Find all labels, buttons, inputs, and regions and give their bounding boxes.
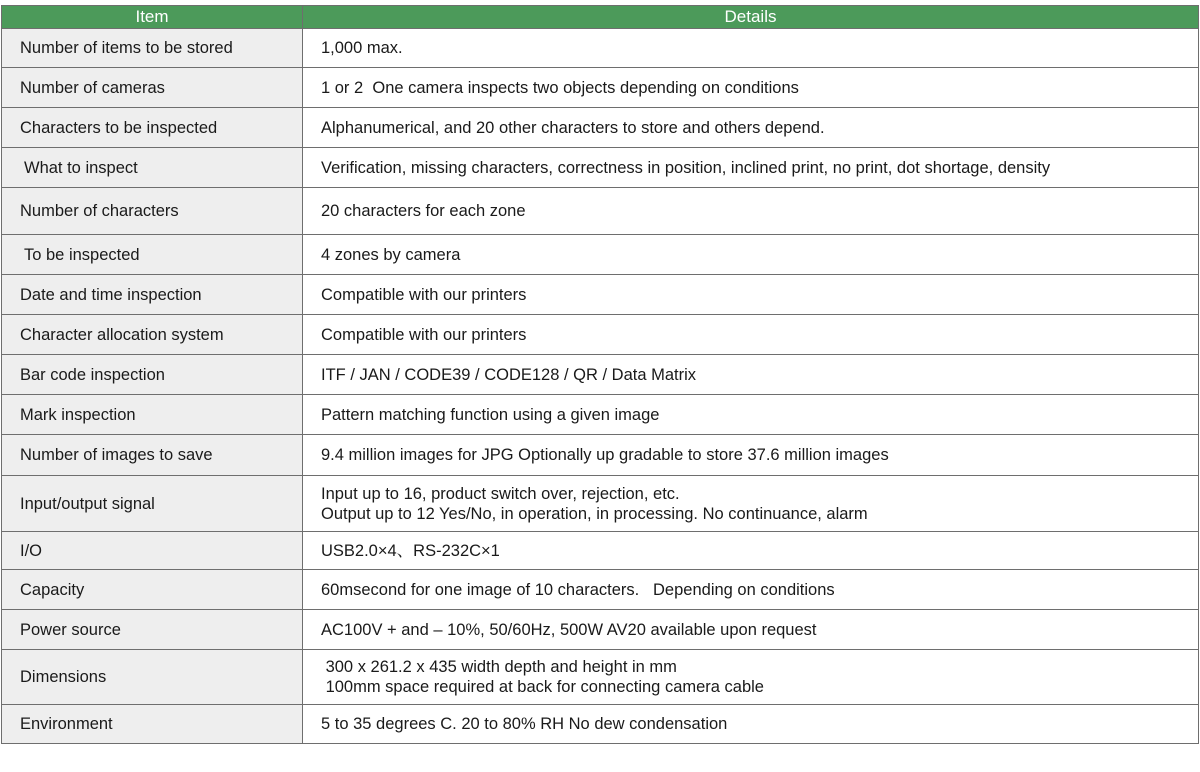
details-cell — [303, 235, 1199, 275]
item-cell: Character allocation system — [2, 315, 303, 355]
item-cell: Number of cameras — [2, 68, 303, 108]
table-header-row — [2, 6, 1199, 29]
item-cell: Environment — [2, 705, 303, 744]
item-cell: Characters to be inspected — [2, 108, 303, 148]
table-row — [2, 315, 1199, 355]
details-cell — [303, 148, 1199, 188]
details-line: 300 x 261.2 x 435 width depth and height in mm — [321, 658, 677, 676]
table-row — [2, 108, 1199, 148]
column-header-item: Item — [2, 6, 303, 29]
details-cell — [303, 68, 1199, 108]
table-row — [2, 610, 1199, 650]
table-row — [2, 188, 1199, 235]
item-cell: Capacity — [2, 570, 303, 610]
details-cell — [303, 395, 1199, 435]
details-line: USB2.0×4、RS-232C×1 — [321, 541, 500, 560]
item-cell: Input/output signal — [2, 476, 303, 532]
item-cell: Number of items to be stored — [2, 29, 303, 68]
item-cell: To be inspected — [2, 235, 303, 275]
table-row — [2, 705, 1199, 744]
details-cell — [303, 532, 1199, 570]
table-row — [2, 570, 1199, 610]
item-cell: Number of characters — [2, 188, 303, 235]
column-header-details: Details — [303, 6, 1199, 29]
details-line: Compatible with our printers — [321, 325, 527, 344]
details-line: AC100V + and – 10%, 50/60Hz, 500W AV20 available upon request — [321, 620, 817, 639]
details-cell — [303, 476, 1199, 532]
table-row — [2, 355, 1199, 395]
details-line: 100mm space required at back for connecting camera cable — [321, 678, 764, 696]
details-cell — [303, 315, 1199, 355]
details-line: Verification, missing characters, correctness in position, inclined print, no print, dot shortage, density — [321, 158, 1051, 177]
table-body — [2, 29, 1199, 744]
details-cell — [303, 188, 1199, 235]
item-cell: Bar code inspection — [2, 355, 303, 395]
table-row — [2, 395, 1199, 435]
details-line: 1,000 max. — [321, 39, 403, 57]
details-line: Pattern matching function using a given image — [321, 405, 660, 424]
details-line: Compatible with our printers — [321, 285, 527, 304]
details-line: ITF / JAN / CODE39 / CODE128 / QR / Data Matrix — [321, 365, 697, 384]
details-cell — [303, 355, 1199, 395]
table-row — [2, 435, 1199, 476]
details-line: 1 or 2 One camera inspects two objects depending on conditions — [321, 78, 799, 97]
details-line: 60msecond for one image of 10 characters. Depending on conditions — [321, 580, 835, 599]
details-line: Input up to 16, product switch over, rejection, etc. — [321, 484, 680, 503]
table-row — [2, 476, 1199, 532]
details-line: 9.4 million images for JPG Optionally up gradable to store 37.6 million images — [321, 446, 889, 464]
table-row — [2, 235, 1199, 275]
item-cell: Dimensions — [2, 650, 303, 705]
table-row — [2, 275, 1199, 315]
table-row — [2, 68, 1199, 108]
details-line: 20 characters for each zone — [321, 202, 526, 220]
details-cell — [303, 29, 1199, 68]
item-cell: Number of images to save — [2, 435, 303, 476]
details-line: 5 to 35 degrees C. 20 to 80% RH No dew condensation — [321, 715, 728, 733]
details-cell — [303, 705, 1199, 744]
item-cell: What to inspect — [2, 148, 303, 188]
table-row — [2, 29, 1199, 68]
details-cell — [303, 108, 1199, 148]
spec-table — [1, 5, 1199, 744]
details-cell — [303, 650, 1199, 705]
table-row — [2, 148, 1199, 188]
details-cell — [303, 610, 1199, 650]
details-line: 4 zones by camera — [321, 245, 461, 264]
item-cell: Power source — [2, 610, 303, 650]
details-line: Output up to 12 Yes/No, in operation, in processing. No continuance, alarm — [321, 504, 868, 523]
details-line: Alphanumerical, and 20 other characters to store and others depend. — [321, 118, 825, 137]
details-cell — [303, 275, 1199, 315]
item-cell: Date and time inspection — [2, 275, 303, 315]
details-cell — [303, 435, 1199, 476]
item-cell: Mark inspection — [2, 395, 303, 435]
item-cell: I/O — [2, 532, 303, 570]
details-cell — [303, 570, 1199, 610]
table-row — [2, 532, 1199, 570]
table-row — [2, 650, 1199, 705]
